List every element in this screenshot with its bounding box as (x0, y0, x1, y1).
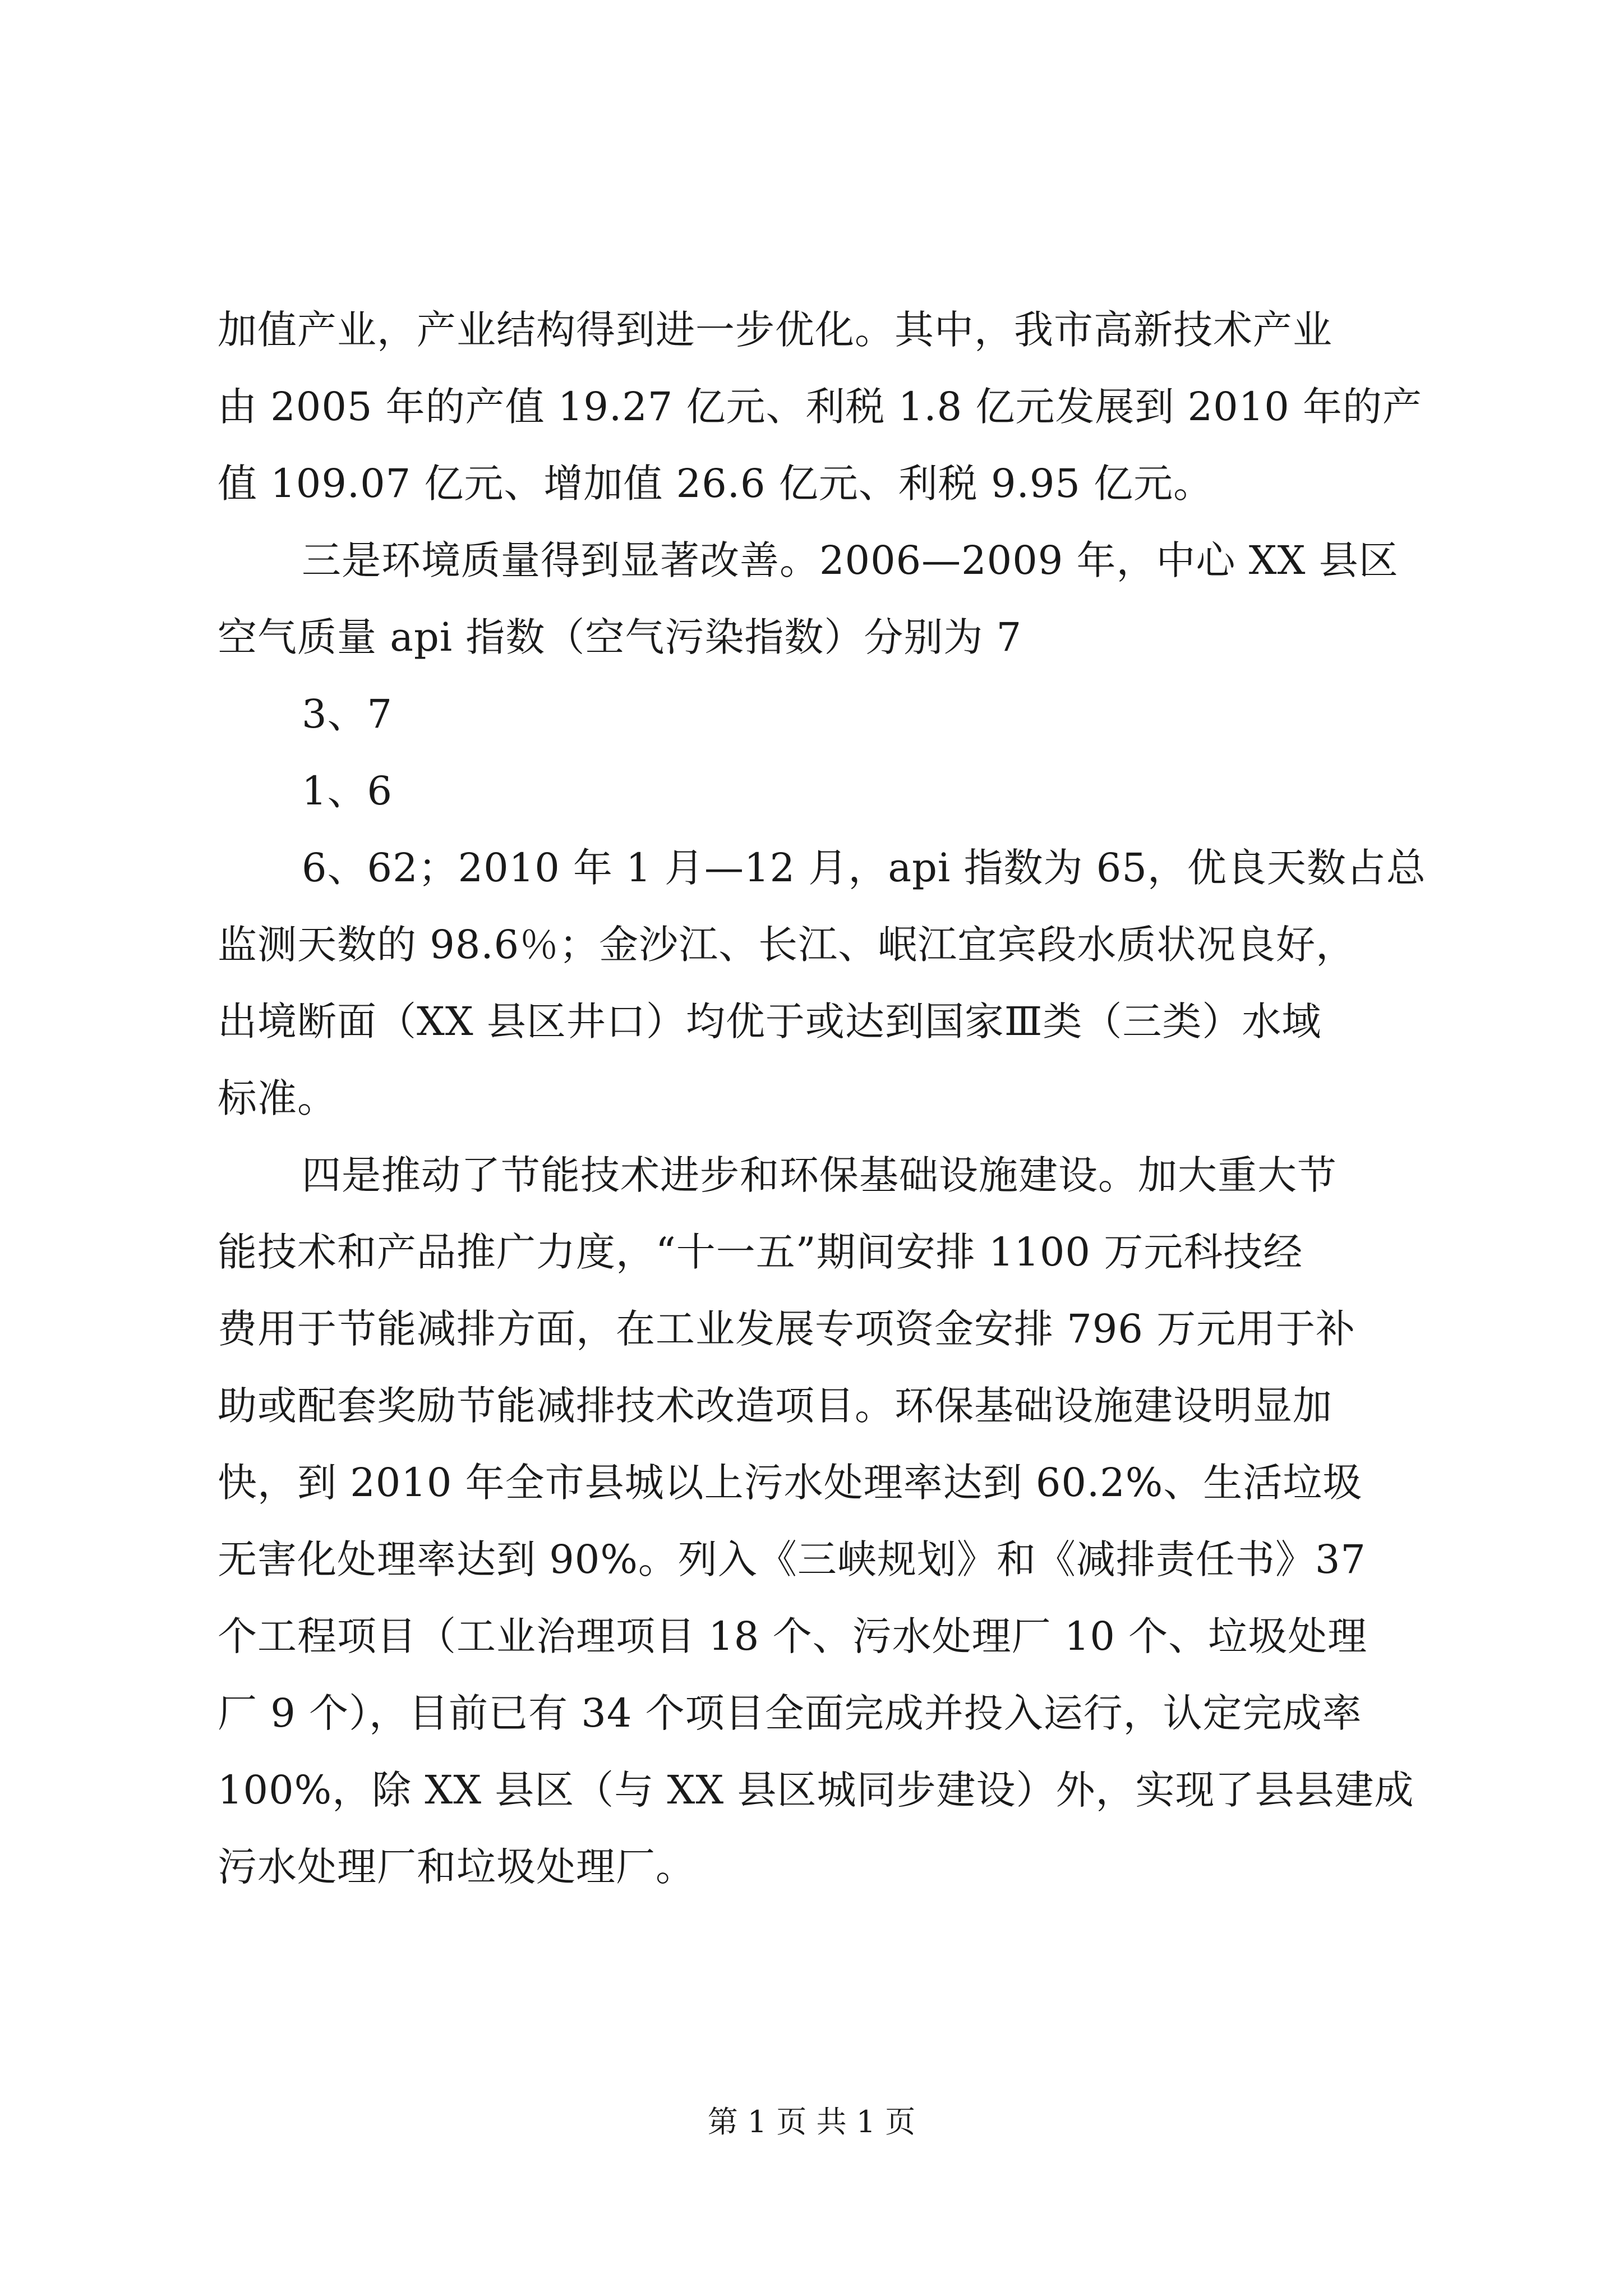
text-line: 无害化处理率达到 90%。列入《三峡规划》和《减排责任书》37 (218, 1536, 1366, 1582)
text-line: 三是环境质量得到显著改善。2006—2009 年，中心 XX 县区 (302, 537, 1399, 583)
text-line: 1、6 (302, 768, 393, 814)
document-body (218, 292, 1426, 1906)
text-line: 100%，除 XX 县区（与 XX 县区城同步建设）外，实现了县县建成 (218, 1767, 1414, 1813)
text-line: 污水处理厂和垃圾处理厂。 (218, 1844, 695, 1890)
text-line: 3、7 (302, 691, 393, 737)
text-line: 由 2005 年的产值 19.27 亿元、利税 1.8 亿元发展到 2010 年的产 (218, 384, 1423, 430)
text-line: 监测天数的 98.6％；金沙江、长江、岷江宜宾段水质状况良好， (218, 922, 1356, 968)
page-number-footer: 第 1 页 共 1 页 (707, 2104, 916, 2139)
text-line: 厂 9 个），目前已有 34 个项目全面完成并投入运行，认定完成率 (218, 1690, 1362, 1736)
text-line: 值 109.07 亿元、增加值 26.6 亿元、利税 9.95 亿元。 (218, 461, 1214, 507)
text-line: 标准。 (218, 1075, 337, 1121)
text-line: 四是推动了节能技术进步和环保基础设施建设。加大重大节 (302, 1152, 1337, 1198)
text-line: 加值产业，产业结构得到进一步优化。其中，我市高新技术产业 (218, 307, 1332, 353)
text-line: 助或配套奖励节能减排技术改造项目。环保基础设施建设明显加 (218, 1383, 1332, 1429)
text-line: 费用于节能减排方面，在工业发展专项资金安排 796 万元用于补 (218, 1306, 1356, 1352)
text-line: 6、62；2010 年 1 月—12 月，api 指数为 65，优良天数占总 (302, 845, 1426, 891)
text-line: 能技术和产品推广力度，“十一五”期间安排 1100 万元科技经 (218, 1229, 1303, 1275)
text-line: 空气质量 api 指数（空气污染指数）分别为 7 (218, 614, 1022, 660)
text-line: 快，到 2010 年全市县城以上污水处理率达到 60.2%、生活垃圾 (218, 1460, 1363, 1506)
text-line: 出境断面（XX 县区井口）均优于或达到国家Ⅲ类（三类）水域 (218, 999, 1322, 1045)
text-line: 个工程项目（工业治理项目 18 个、污水处理厂 10 个、垃圾处理 (218, 1613, 1368, 1659)
